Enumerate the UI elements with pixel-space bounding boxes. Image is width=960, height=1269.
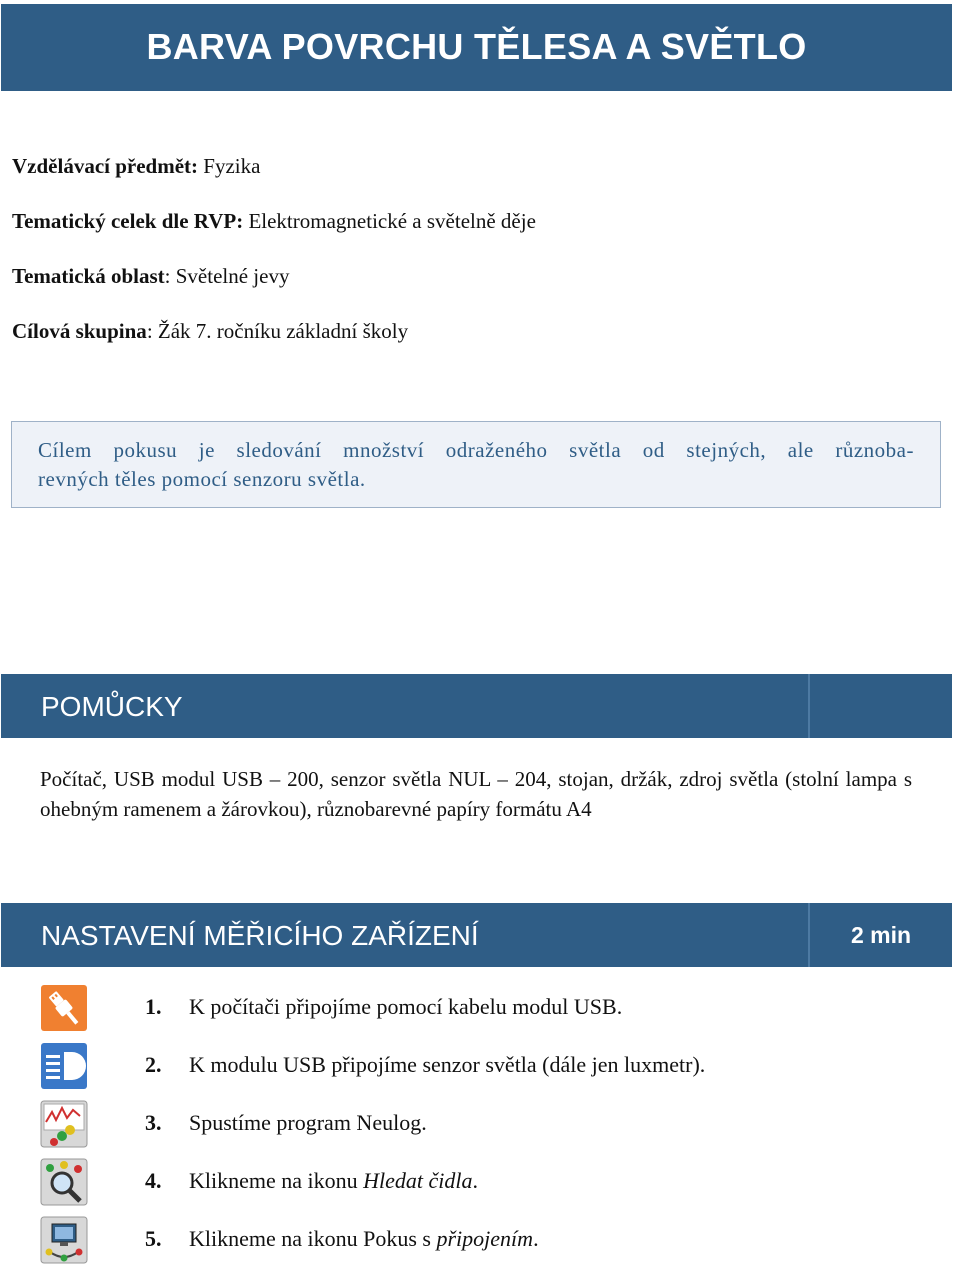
meta-value: Elektromagnetické a světelně děje bbox=[248, 209, 536, 233]
meta-label: Cílová skupina bbox=[12, 319, 147, 343]
step-text: Klikneme na ikonu Pokus s bbox=[189, 1226, 437, 1251]
light-sensor-icon bbox=[40, 1042, 88, 1090]
search-sensors-icon bbox=[40, 1158, 88, 1206]
meta-sep: : bbox=[146, 319, 153, 343]
goal-line-1: Cílem pokusu je sledování množství odraženého světla od stejných, ale různoba- bbox=[38, 438, 914, 462]
meta-thematic-unit bbox=[12, 209, 536, 234]
meta-value: Žák 7. ročníku základní školy bbox=[157, 319, 409, 343]
step-number: 2. bbox=[145, 1052, 162, 1077]
usb-icon bbox=[40, 984, 88, 1032]
goal-box bbox=[11, 421, 941, 508]
step-text-end: . bbox=[533, 1226, 539, 1251]
step-text: K modulu USB připojíme senzor světla (dále jen luxmetr). bbox=[189, 1052, 706, 1077]
step-text: Klikneme na ikonu bbox=[189, 1168, 364, 1193]
meta-target-group bbox=[12, 319, 408, 344]
meta-label: Tematický celek dle RVP: bbox=[12, 209, 244, 233]
step-text-end: . bbox=[472, 1168, 479, 1193]
tools-section-banner bbox=[1, 674, 952, 738]
online-experiment-icon bbox=[40, 1216, 88, 1264]
meta-label: Vzdělávací předmět: bbox=[12, 154, 199, 178]
section-title: NASTAVENÍ MĚŘICÍHO ZAŘÍZENÍ bbox=[41, 920, 479, 951]
step-text: K počítači připojíme pomocí kabelu modul USB. bbox=[189, 994, 623, 1019]
meta-subject bbox=[12, 154, 260, 179]
step-number: 1. bbox=[145, 994, 162, 1019]
step-number: 3. bbox=[145, 1110, 162, 1135]
step-text: Spustíme program Neulog. bbox=[189, 1110, 427, 1135]
page-title: BARVA POVRCHU TĚLESA A SVĚTLO bbox=[146, 26, 807, 67]
setup-step bbox=[145, 1226, 539, 1252]
step-number: 4. bbox=[145, 1168, 162, 1193]
step-text-italic: připojením bbox=[436, 1226, 534, 1251]
banner-divider bbox=[808, 674, 810, 738]
neulog-program-icon bbox=[40, 1100, 88, 1148]
meta-thematic-area bbox=[12, 264, 289, 289]
setup-step bbox=[145, 1052, 705, 1078]
setup-step bbox=[145, 1168, 478, 1194]
meta-value: Světelné jevy bbox=[175, 264, 290, 288]
meta-sep: : bbox=[164, 264, 171, 288]
meta-value: Fyzika bbox=[203, 154, 261, 178]
title-banner bbox=[1, 4, 952, 91]
meta-label: Tematická oblast bbox=[12, 264, 165, 288]
setup-step bbox=[145, 994, 622, 1020]
goal-line-2: revných těles pomocí senzoru světla. bbox=[38, 467, 366, 491]
step-number: 5. bbox=[145, 1226, 162, 1251]
setup-section-banner bbox=[1, 903, 952, 967]
setup-step bbox=[145, 1110, 427, 1136]
step-text-italic: Hledat čidla bbox=[363, 1168, 473, 1193]
time-estimate: 2 min bbox=[850, 922, 912, 948]
tools-text: Počítač, USB modul USB – 200, senzor světla NUL – 204, stojan, držák, zdroj světla (stolní lampa s ohebným ramenem a žárovkou), různobarevné papíry formátu A4 bbox=[40, 767, 912, 821]
section-title: POMŮCKY bbox=[41, 691, 183, 722]
